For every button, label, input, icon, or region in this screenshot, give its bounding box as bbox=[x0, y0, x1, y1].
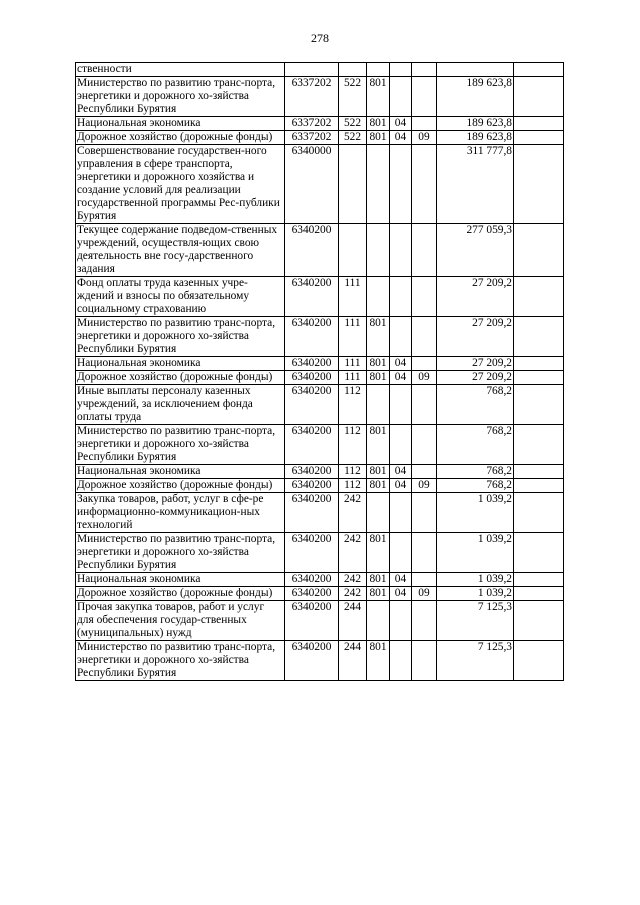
row-expense-type-cell: 111 bbox=[339, 277, 367, 317]
row-code-cell: 6340200 bbox=[285, 493, 339, 533]
row-name-cell: Министерство по развитию транс-порта, энергетики и дорожного хо-зяйства Республики Бурятия bbox=[76, 425, 285, 465]
row-name-cell: Дорожное хозяйство (дорожные фонды) bbox=[76, 371, 285, 385]
row-amount-cell: 1 039,2 bbox=[437, 493, 514, 533]
row-admin-code-cell bbox=[367, 145, 390, 224]
row-name-cell: ственности bbox=[76, 63, 285, 77]
row-amount-cell: 27 209,2 bbox=[437, 371, 514, 385]
row-subsection-cell bbox=[412, 425, 437, 465]
table-row bbox=[76, 493, 564, 533]
row-section-cell bbox=[390, 317, 412, 357]
row-empty-cell bbox=[514, 479, 564, 493]
row-code-cell: 6340200 bbox=[285, 357, 339, 371]
row-code-cell: 6340200 bbox=[285, 425, 339, 465]
row-amount-cell: 27 209,2 bbox=[437, 277, 514, 317]
row-name-cell: Национальная экономика bbox=[76, 465, 285, 479]
table-row bbox=[76, 371, 564, 385]
row-section-cell bbox=[390, 641, 412, 681]
table-row bbox=[76, 63, 564, 77]
row-subsection-cell bbox=[412, 63, 437, 77]
row-subsection-cell bbox=[412, 224, 437, 277]
row-subsection-cell bbox=[412, 117, 437, 131]
row-subsection-cell: 09 bbox=[412, 371, 437, 385]
row-subsection-cell: 09 bbox=[412, 131, 437, 145]
row-admin-code-cell bbox=[367, 493, 390, 533]
row-amount-cell: 1 039,2 bbox=[437, 533, 514, 573]
row-empty-cell bbox=[514, 224, 564, 277]
row-empty-cell bbox=[514, 317, 564, 357]
row-subsection-cell: 09 bbox=[412, 479, 437, 493]
table-row bbox=[76, 131, 564, 145]
row-code-cell: 6337202 bbox=[285, 131, 339, 145]
table-row bbox=[76, 479, 564, 493]
row-section-cell: 04 bbox=[390, 587, 412, 601]
row-admin-code-cell: 801 bbox=[367, 465, 390, 479]
row-section-cell bbox=[390, 425, 412, 465]
row-amount-cell bbox=[437, 63, 514, 77]
row-section-cell bbox=[390, 533, 412, 573]
table-row bbox=[76, 425, 564, 465]
row-code-cell: 6340000 bbox=[285, 145, 339, 224]
row-code-cell: 6340200 bbox=[285, 317, 339, 357]
row-name-cell: Министерство по развитию транс-порта, энергетики и дорожного хо-зяйства Республики Бурятия bbox=[76, 641, 285, 681]
row-expense-type-cell: 522 bbox=[339, 131, 367, 145]
row-name-cell: Министерство по развитию транс-порта, энергетики и дорожного хо-зяйства Республики Бурятия bbox=[76, 317, 285, 357]
row-expense-type-cell: 112 bbox=[339, 425, 367, 465]
row-code-cell: 6340200 bbox=[285, 479, 339, 493]
table-row bbox=[76, 573, 564, 587]
row-code-cell: 6340200 bbox=[285, 601, 339, 641]
row-name-cell: Иные выплаты персоналу казенных учреждений, за исключением фонда оплаты труда bbox=[76, 385, 285, 425]
row-subsection-cell bbox=[412, 357, 437, 371]
row-admin-code-cell: 801 bbox=[367, 479, 390, 493]
row-section-cell bbox=[390, 385, 412, 425]
row-expense-type-cell: 111 bbox=[339, 317, 367, 357]
row-expense-type-cell: 522 bbox=[339, 117, 367, 131]
row-amount-cell: 27 209,2 bbox=[437, 317, 514, 357]
row-expense-type-cell: 242 bbox=[339, 533, 367, 573]
table-row bbox=[76, 641, 564, 681]
row-expense-type-cell: 112 bbox=[339, 465, 367, 479]
row-admin-code-cell bbox=[367, 224, 390, 277]
page-number: 278 bbox=[311, 31, 329, 45]
row-expense-type-cell: 242 bbox=[339, 587, 367, 601]
row-empty-cell bbox=[514, 371, 564, 385]
table-row bbox=[76, 385, 564, 425]
budget-table-body bbox=[76, 63, 564, 681]
row-admin-code-cell: 801 bbox=[367, 77, 390, 117]
table-row bbox=[76, 145, 564, 224]
row-amount-cell: 768,2 bbox=[437, 385, 514, 425]
row-subsection-cell bbox=[412, 573, 437, 587]
row-name-cell: Национальная экономика bbox=[76, 117, 285, 131]
row-section-cell: 04 bbox=[390, 357, 412, 371]
row-code-cell: 6340200 bbox=[285, 587, 339, 601]
row-empty-cell bbox=[514, 357, 564, 371]
row-expense-type-cell: 242 bbox=[339, 573, 367, 587]
table-row bbox=[76, 277, 564, 317]
row-expense-type-cell: 242 bbox=[339, 493, 367, 533]
row-empty-cell bbox=[514, 63, 564, 77]
row-amount-cell: 189 623,8 bbox=[437, 131, 514, 145]
row-amount-cell: 768,2 bbox=[437, 479, 514, 493]
row-section-cell: 04 bbox=[390, 117, 412, 131]
row-admin-code-cell: 801 bbox=[367, 117, 390, 131]
row-name-cell: Министерство по развитию транс-порта, энергетики и дорожного хо-зяйства Республики Бурятия bbox=[76, 533, 285, 573]
row-empty-cell bbox=[514, 493, 564, 533]
row-empty-cell bbox=[514, 601, 564, 641]
row-subsection-cell bbox=[412, 493, 437, 533]
row-amount-cell: 1 039,2 bbox=[437, 573, 514, 587]
row-name-cell: Дорожное хозяйство (дорожные фонды) bbox=[76, 131, 285, 145]
row-expense-type-cell bbox=[339, 224, 367, 277]
row-amount-cell: 277 059,3 bbox=[437, 224, 514, 277]
row-section-cell bbox=[390, 224, 412, 277]
row-amount-cell: 311 777,8 bbox=[437, 145, 514, 224]
row-code-cell: 6337202 bbox=[285, 77, 339, 117]
row-section-cell bbox=[390, 601, 412, 641]
row-empty-cell bbox=[514, 641, 564, 681]
row-expense-type-cell: 112 bbox=[339, 479, 367, 493]
table-row bbox=[76, 601, 564, 641]
row-code-cell: 6340200 bbox=[285, 277, 339, 317]
table-row bbox=[76, 317, 564, 357]
row-admin-code-cell: 801 bbox=[367, 425, 390, 465]
row-code-cell: 6340200 bbox=[285, 371, 339, 385]
row-name-cell: Совершенствование государствен-ного управления в сфере транспорта, энергетики и дорожного хозяйства и создание условий для реализации государственной программы Рес-публики Бурятия bbox=[76, 145, 285, 224]
row-section-cell bbox=[390, 493, 412, 533]
row-code-cell: 6340200 bbox=[285, 465, 339, 479]
row-code-cell: 6340200 bbox=[285, 573, 339, 587]
row-empty-cell bbox=[514, 465, 564, 479]
row-name-cell: Закупка товаров, работ, услуг в сфе-ре информационно-коммуникацион-ных технологий bbox=[76, 493, 285, 533]
row-code-cell: 6340200 bbox=[285, 224, 339, 277]
row-admin-code-cell: 801 bbox=[367, 587, 390, 601]
row-admin-code-cell: 801 bbox=[367, 317, 390, 357]
table-row bbox=[76, 533, 564, 573]
row-expense-type-cell: 244 bbox=[339, 601, 367, 641]
table-row bbox=[76, 357, 564, 371]
row-amount-cell: 7 125,3 bbox=[437, 641, 514, 681]
budget-table bbox=[75, 62, 564, 681]
row-empty-cell bbox=[514, 425, 564, 465]
row-admin-code-cell: 801 bbox=[367, 641, 390, 681]
row-admin-code-cell bbox=[367, 601, 390, 641]
row-name-cell: Фонд оплаты труда казенных учре-ждений и взносы по обязательному социальному страхованию bbox=[76, 277, 285, 317]
row-subsection-cell bbox=[412, 317, 437, 357]
row-amount-cell: 768,2 bbox=[437, 425, 514, 465]
row-expense-type-cell: 111 bbox=[339, 357, 367, 371]
row-empty-cell bbox=[514, 573, 564, 587]
row-empty-cell bbox=[514, 77, 564, 117]
row-admin-code-cell: 801 bbox=[367, 533, 390, 573]
row-code-cell: 6337202 bbox=[285, 117, 339, 131]
row-subsection-cell bbox=[412, 465, 437, 479]
row-subsection-cell bbox=[412, 601, 437, 641]
row-expense-type-cell: 111 bbox=[339, 371, 367, 385]
table-row bbox=[76, 224, 564, 277]
row-name-cell: Прочая закупка товаров, работ и услуг для обеспечения государ-ственных (муниципальных) нужд bbox=[76, 601, 285, 641]
row-name-cell: Дорожное хозяйство (дорожные фонды) bbox=[76, 587, 285, 601]
row-section-cell bbox=[390, 145, 412, 224]
row-section-cell: 04 bbox=[390, 371, 412, 385]
row-empty-cell bbox=[514, 277, 564, 317]
row-name-cell: Национальная экономика bbox=[76, 573, 285, 587]
row-name-cell: Текущее содержание подведом-ственных учреждений, осуществля-ющих свою деятельность вне госу-дарственного задания bbox=[76, 224, 285, 277]
row-code-cell bbox=[285, 63, 339, 77]
row-admin-code-cell: 801 bbox=[367, 573, 390, 587]
row-amount-cell: 189 623,8 bbox=[437, 117, 514, 131]
row-amount-cell: 1 039,2 bbox=[437, 587, 514, 601]
row-section-cell: 04 bbox=[390, 573, 412, 587]
table-row bbox=[76, 587, 564, 601]
row-subsection-cell bbox=[412, 77, 437, 117]
row-amount-cell: 189 623,8 bbox=[437, 77, 514, 117]
row-admin-code-cell: 801 bbox=[367, 357, 390, 371]
row-section-cell: 04 bbox=[390, 131, 412, 145]
table-row bbox=[76, 465, 564, 479]
row-expense-type-cell: 112 bbox=[339, 385, 367, 425]
row-subsection-cell bbox=[412, 385, 437, 425]
row-amount-cell: 7 125,3 bbox=[437, 601, 514, 641]
row-subsection-cell bbox=[412, 145, 437, 224]
row-section-cell bbox=[390, 63, 412, 77]
row-admin-code-cell bbox=[367, 277, 390, 317]
row-section-cell: 04 bbox=[390, 465, 412, 479]
row-expense-type-cell bbox=[339, 63, 367, 77]
row-code-cell: 6340200 bbox=[285, 385, 339, 425]
row-admin-code-cell: 801 bbox=[367, 371, 390, 385]
row-empty-cell bbox=[514, 385, 564, 425]
table-row bbox=[76, 77, 564, 117]
row-admin-code-cell bbox=[367, 385, 390, 425]
row-subsection-cell: 09 bbox=[412, 587, 437, 601]
row-section-cell bbox=[390, 277, 412, 317]
row-name-cell: Национальная экономика bbox=[76, 357, 285, 371]
row-name-cell: Министерство по развитию транс-порта, энергетики и дорожного хо-зяйства Республики Бурятия bbox=[76, 77, 285, 117]
row-admin-code-cell bbox=[367, 63, 390, 77]
row-code-cell: 6340200 bbox=[285, 533, 339, 573]
row-empty-cell bbox=[514, 117, 564, 131]
row-empty-cell bbox=[514, 587, 564, 601]
row-amount-cell: 27 209,2 bbox=[437, 357, 514, 371]
row-expense-type-cell: 244 bbox=[339, 641, 367, 681]
row-name-cell: Дорожное хозяйство (дорожные фонды) bbox=[76, 479, 285, 493]
row-section-cell bbox=[390, 77, 412, 117]
row-empty-cell bbox=[514, 145, 564, 224]
row-empty-cell bbox=[514, 533, 564, 573]
row-admin-code-cell: 801 bbox=[367, 131, 390, 145]
row-code-cell: 6340200 bbox=[285, 641, 339, 681]
row-subsection-cell bbox=[412, 277, 437, 317]
row-subsection-cell bbox=[412, 641, 437, 681]
row-amount-cell: 768,2 bbox=[437, 465, 514, 479]
row-empty-cell bbox=[514, 131, 564, 145]
row-expense-type-cell: 522 bbox=[339, 77, 367, 117]
table-row bbox=[76, 117, 564, 131]
row-expense-type-cell bbox=[339, 145, 367, 224]
row-subsection-cell bbox=[412, 533, 437, 573]
row-section-cell: 04 bbox=[390, 479, 412, 493]
